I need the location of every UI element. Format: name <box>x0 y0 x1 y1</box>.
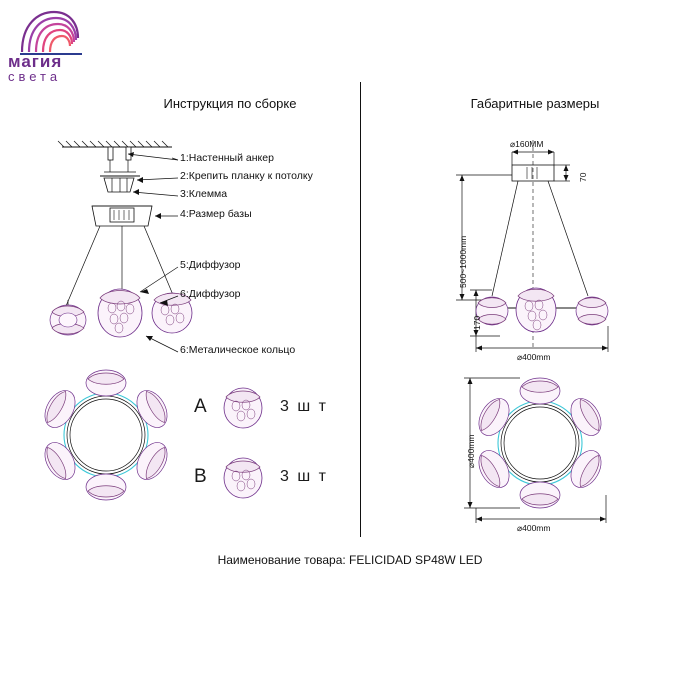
ring-plan-left <box>39 370 174 500</box>
diffuser-left <box>50 300 86 335</box>
dim-top-diameter: ⌀160ММ <box>510 139 544 149</box>
callout-6: 6:Диффузор <box>180 288 241 300</box>
callout-3: 3:Клемма <box>180 188 228 200</box>
diffuser-middle <box>98 289 142 337</box>
product-name-caption: Наименование товара: FELICIDAD SP48W LED <box>217 553 483 567</box>
callout-4: 4:Размер базы <box>180 208 252 220</box>
dim-plan-diameter-h: ⌀400mm <box>517 523 551 533</box>
part-a-label: A <box>194 396 207 417</box>
heading-dimensions: Габаритные размеры <box>470 96 600 111</box>
brand-name-line1: магия <box>8 52 63 71</box>
callout-2: 2:Крепить планку к потолку <box>180 170 313 182</box>
dim-body-height: 170 <box>472 315 482 330</box>
part-a-qty: 3 ш т <box>280 398 328 415</box>
dim-plan-diameter-v: ⌀400mm <box>466 434 476 468</box>
callout-7: 6:Металическое кольцо <box>180 344 296 356</box>
part-b-qty: 3 ш т <box>280 468 328 485</box>
callout-5: 5:Диффузор <box>180 259 241 271</box>
dim-top-height: 70 <box>578 172 588 182</box>
part-b-icon <box>224 458 262 498</box>
dim-overall-diameter-front: ⌀400mm <box>517 352 551 362</box>
plan-view-right <box>464 378 607 523</box>
brand-name-line2: света <box>8 69 62 84</box>
heading-assembly: Инструкция по сборке <box>163 96 297 111</box>
callout-1: 1:Настенный анкер <box>180 152 274 164</box>
dim-drop-range: 500~1000mm <box>458 235 468 288</box>
part-b-label: B <box>194 466 207 487</box>
part-a-icon <box>224 388 262 428</box>
assembly-diagram <box>50 141 192 352</box>
